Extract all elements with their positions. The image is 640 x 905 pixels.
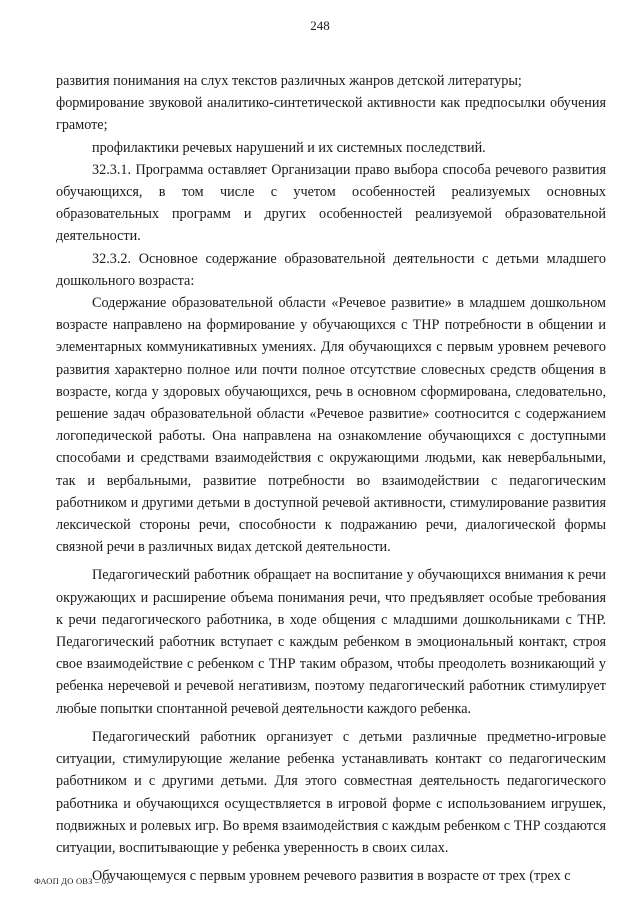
footer-code: ФАОП ДО ОВЗ – 07 — [34, 876, 111, 886]
paragraph: профилактики речевых нарушений и их системных последствий. — [92, 139, 486, 156]
page-number: 248 — [310, 18, 330, 33]
paragraph: Педагогический работник обращает на воспитание у обучающихся внимания к речи окружающих и расширение объема понимания речи, что предъявляет особые требования к речи педагогического работника, в ходе общения с младшими дошкольниками с ТНР. Педагогический работник вступает с каждым ребенком в эмоциональный контакт, строя свое взаимодействие с ребенком с ТНР таким образом, чтобы преодолеть возникающий у ребенка неречевой и речевой негативизм, поэтому педагогический работник стимулирует любые попытки спонтанной речевой деятельности каждого ребенка. — [56, 567, 606, 717]
paragraph: Содержание образовательной области «Речевое развитие» в младшем дошкольном возрасте направлено на формирование у обучающихся с ТНР потребности в общении и элементарных коммуникативных умениях. Для обучающихся с первым уровнем речевого развития характерно полное или почти полное отсутствие словесных средств общения в возрасте, когда у здоровых обучающихся, речь в основном сформирована, следовательно, решение задач образовательной области «Речевое развитие» соотносится с содержанием логопедической работы. Она направлена на ознакомление обучающихся с доступными способами и средствами взаимодействия с окружающими людьми, как невербальными, так и вербальными, развитие потребности во взаимодействии с педагогическим работником и другими детьми в доступной речевой активности, стимулирование развития лексической стороны речи, способности к подражанию речи, диалогической формы связной речи в различных видах детской деятельности. — [56, 295, 606, 556]
paragraph: 32.3.1. Программа оставляет Организации право выбора способа речевого развития обучающихся, в том числе с учетом особенностей реализуемых основных образовательных программ и других особенностей реализуемой образовательной деятельности. — [56, 161, 606, 245]
paragraph: Педагогический работник организует с детьми различные предметно-игровые ситуации, стимулирующие желание ребенка устанавливать контакт со педагогическим работником и с другими детьми. Для этого совместная деятельность педагогического работника и обучающихся осуществляется в игровой форме с использованием игрушек, подвижных и ролевых игр. Во время взаимодействия с каждым ребенком с ТНР создаются ситуации, воспитывающие у ребенка уверенность в своих силах. — [56, 728, 606, 856]
paragraph: 32.3.2. Основное содержание образовательной деятельности с детьми младшего дошкольного возраста: — [56, 250, 606, 289]
paragraph: формирование звуковой аналитико-синтетической активности как предпосылки обучения грамоте; — [56, 95, 606, 134]
body-text — [56, 70, 606, 887]
paragraph: Обучающемуся с первым уровнем речевого развития в возрасте от трех (трех с — [92, 868, 571, 885]
paragraph: развития понимания на слух текстов различных жанров детской литературы; — [56, 73, 522, 89]
